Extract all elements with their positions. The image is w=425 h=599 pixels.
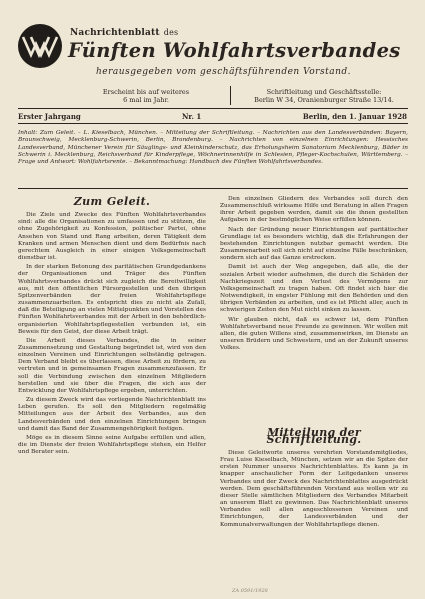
article-mitteilung-heading: Mitteilung der Schriftleitung. [266,426,362,447]
pretitle-suffix: des [163,28,179,37]
frequency-line-1: Erscheint bis auf weiteres [102,88,190,96]
office-info [244,88,404,104]
toc-rule [18,188,408,189]
column-right [220,196,408,528]
article-paragraph: Möge es in diesem Sinne seine Aufgabe erfüllen und allen, die im Dienste der freien Wohlfahrtspflege stehen, ein Helfer und Berater sein. [18,434,206,456]
pretitle-text: Nachrichtenblatt [70,28,160,38]
article-paragraph: Die Ziele und Zwecke des Fünften Wohlfahrtsverbandes sind: alle die Organisationen zu umfassen und zu stützen, die ohne Zugehörigkeit zu Konfession, politischer Partei, ohne Ansehen von Stand und Rang arbeiten, deren Tätigkeit dem Kranken und armen Menschen dient und dem Bedürfnis nach gerechtem Ausgleich in einer einigen Volksgemeinschaft dienstbar ist. [18,212,206,262]
article-paragraph: In der starken Betonung des paritätischen Grundgedankens der Organisationen und Träger des Fünften Wohlfahrtsverbandes drückt sich zugleich die Bereitwilligkeit aus, mit den öffentlichen Fürsorgestellen und den übrigen Spitzenverbänden der freien Wohlfahrtspflege zusammenzuarbeiten. Es entspricht dies zu nicht als Zufall, daß die Beteiligung an vielen Mittelpunkten und Vorstellen des Fünften Wohlfahrtsverbandes mit der Arbeit in den behördlich-organisierten Wohlfahrtspflegestellen verbunden ist, ein Beweis für den Geist, der diese Arbeit trägt. [18,264,206,335]
article-paragraph: Wir glauben nicht, daß es schwer ist, dem Fünften Wohlfahrtsverband neue Freunde zu gewinnen. Wir wollen mit allen, die guten Willens sind, zusammenwirken, im Dienste an unseren Brüdern und Schwestern, und an der Zukunft unseres Volkes. [220,316,408,352]
table-of-contents: Inhalt: Zum Geleit. – L. Kieselbach, München. – Mitteilung der Schriftleitung. – Nachrichten aus den Landesverbänden: Bayern, Braunschweig, Mecklenburg-Schwerin, Berlin, Brandenburg. – Nachrichten von einzelnen Einrichtungen: Hessisches Landesverband, Münchener Verein für Säuglings- und Kleinkinderschutz, das Erholungsheim Sanatorium Mecklenburg, Bäder in Schwerin i. Mecklenburg, Reichsverband für Kinderpflege, Wöchnerinnenhilfe in Schlesien, Pfleger-Kochschulen, Württemberg. – Frage und Antwort: Wohlfahrtsrente. – Bekanntmachung: Handbuch des Fünften Wohlfahrtsverbandes. [18,130,408,166]
masthead-title: Fünften Wohlfahrtsverbandes [68,39,401,62]
office-line-2: Berlin W 34, Oranienburger Straße 13/14. [254,96,394,104]
issue-number: Nr. 1 [182,112,202,121]
masthead-subtitle: herausgegeben vom geschäftsführenden Vorstand. [96,67,352,77]
masthead-rule-bottom [18,123,408,124]
info-divider [230,86,231,105]
office-line-1: Schriftleitung und Geschäftsstelle: [266,88,382,96]
issue-year: Erster Jahrgang [18,112,81,121]
frequency-line-2: 6 mal im Jahr. [123,96,169,104]
article-mitteilung-body [220,450,408,529]
article-geleit-heading: Zum Geleit. [73,195,151,208]
frequency-info [86,88,206,104]
issue-date: Berlin, den 1. Januar 1928 [302,112,407,121]
article-paragraph: Nach der Gründung neuer Einrichtungen auf paritätischer Grundlage ist es besonders wichtig, daß die Erfahrungen der bestehenden Einrichtungen nutzbar gemacht werden. Die Zusammenarbeit soll sich nicht auf einzelne Fälle beschränken, sondern sich auf das Ganze erstrecken. [220,226,408,262]
masthead-rule-top [18,108,408,109]
column-left [18,196,206,456]
verband-logo [18,24,62,68]
article-paragraph: Damit ist auch der Weg angegeben, daß alle, die der sozialen Arbeit wieder aufnehmen, die durch die Schäden der Nachkriegszeit und den Verlust des Vermögens zur Volksgemeinschaft zu tragen haben. Oft findet sich hier die Notwendigkeit, in engster Fühlung mit den Behörden und den übrigen Verbänden zu arbeiten, und es ist Pflicht aller, auch in schwierigen Zeiten den Mut nicht sinken zu lassen. [220,264,408,314]
article-paragraph: Diese Geleitworte unseres verehrten Vorstandsmitgliedes, Frau Luise Kieselbach, München, setzen wir an die Spitze der ersten Nummer unseres Nachrichtenblattes. Es kann ja in knapper anschaulicher Form der Leitgedanken unseres Verbandes und der Zweck des Nachrichtenblattes ausgedrückt werden. Dem geschäftsführenden Vorstand aus wollen wir zu dieser Stelle sämtlichen Mitgliedern des Verbandes Mitarbeit an unserem Blatt zu gewinnen. Das Nachrichtenblatt unseres Verbandes soll allen angeschlossenen Vereinen und Einrichtungen, der Landesverbänden und der Kommunalverwaltungen der Wohlfahrtspflege dienen. [220,450,408,528]
masthead-pretitle [70,28,410,38]
archive-stamp: ZA 0591/1928 [232,588,268,594]
article-paragraph: Die Arbeit dieses Verbandes, die in seiner Zusammensetzung und Gestaltung begründet ist, wird von den einzelnen Vereinen und Einrichtungen selbständig getragen. Dem Verband bleibt es überlassen, diese Arbeit zu fördern, zu vertreten und in gemeinsamen Fragen zusammenzufassen. Er soll die Verbindung zwischen den einzelnen Mitgliedern herstellen und sie über die Fragen, die sich aus der Entwicklung der Wohlfahrtspflege ergeben, unterrichten. [18,337,206,394]
article-paragraph: Zu diesem Zweck wird das vorliegende Nachrichtenblatt ins Leben gerufen. Es soll den Mitgliedern regelmäßig Mitteilungen aus der Arbeit des Verbandes, aus den Landesverbänden und den einzelnen Einrichtungen bringen und damit das Band der Zusammengehörigkeit festigen. [18,397,206,432]
article-paragraph: Den einzelnen Gliedern des Verbandes soll durch den Zusammenschluß wirksame Hilfe und Beratung in allen Fragen ihrer Arbeit gegeben werden, damit sie die ihnen gestellten Aufgaben in der bestmöglichen Weise erfüllen können. [220,196,408,224]
double-v-logo-icon [18,24,62,68]
